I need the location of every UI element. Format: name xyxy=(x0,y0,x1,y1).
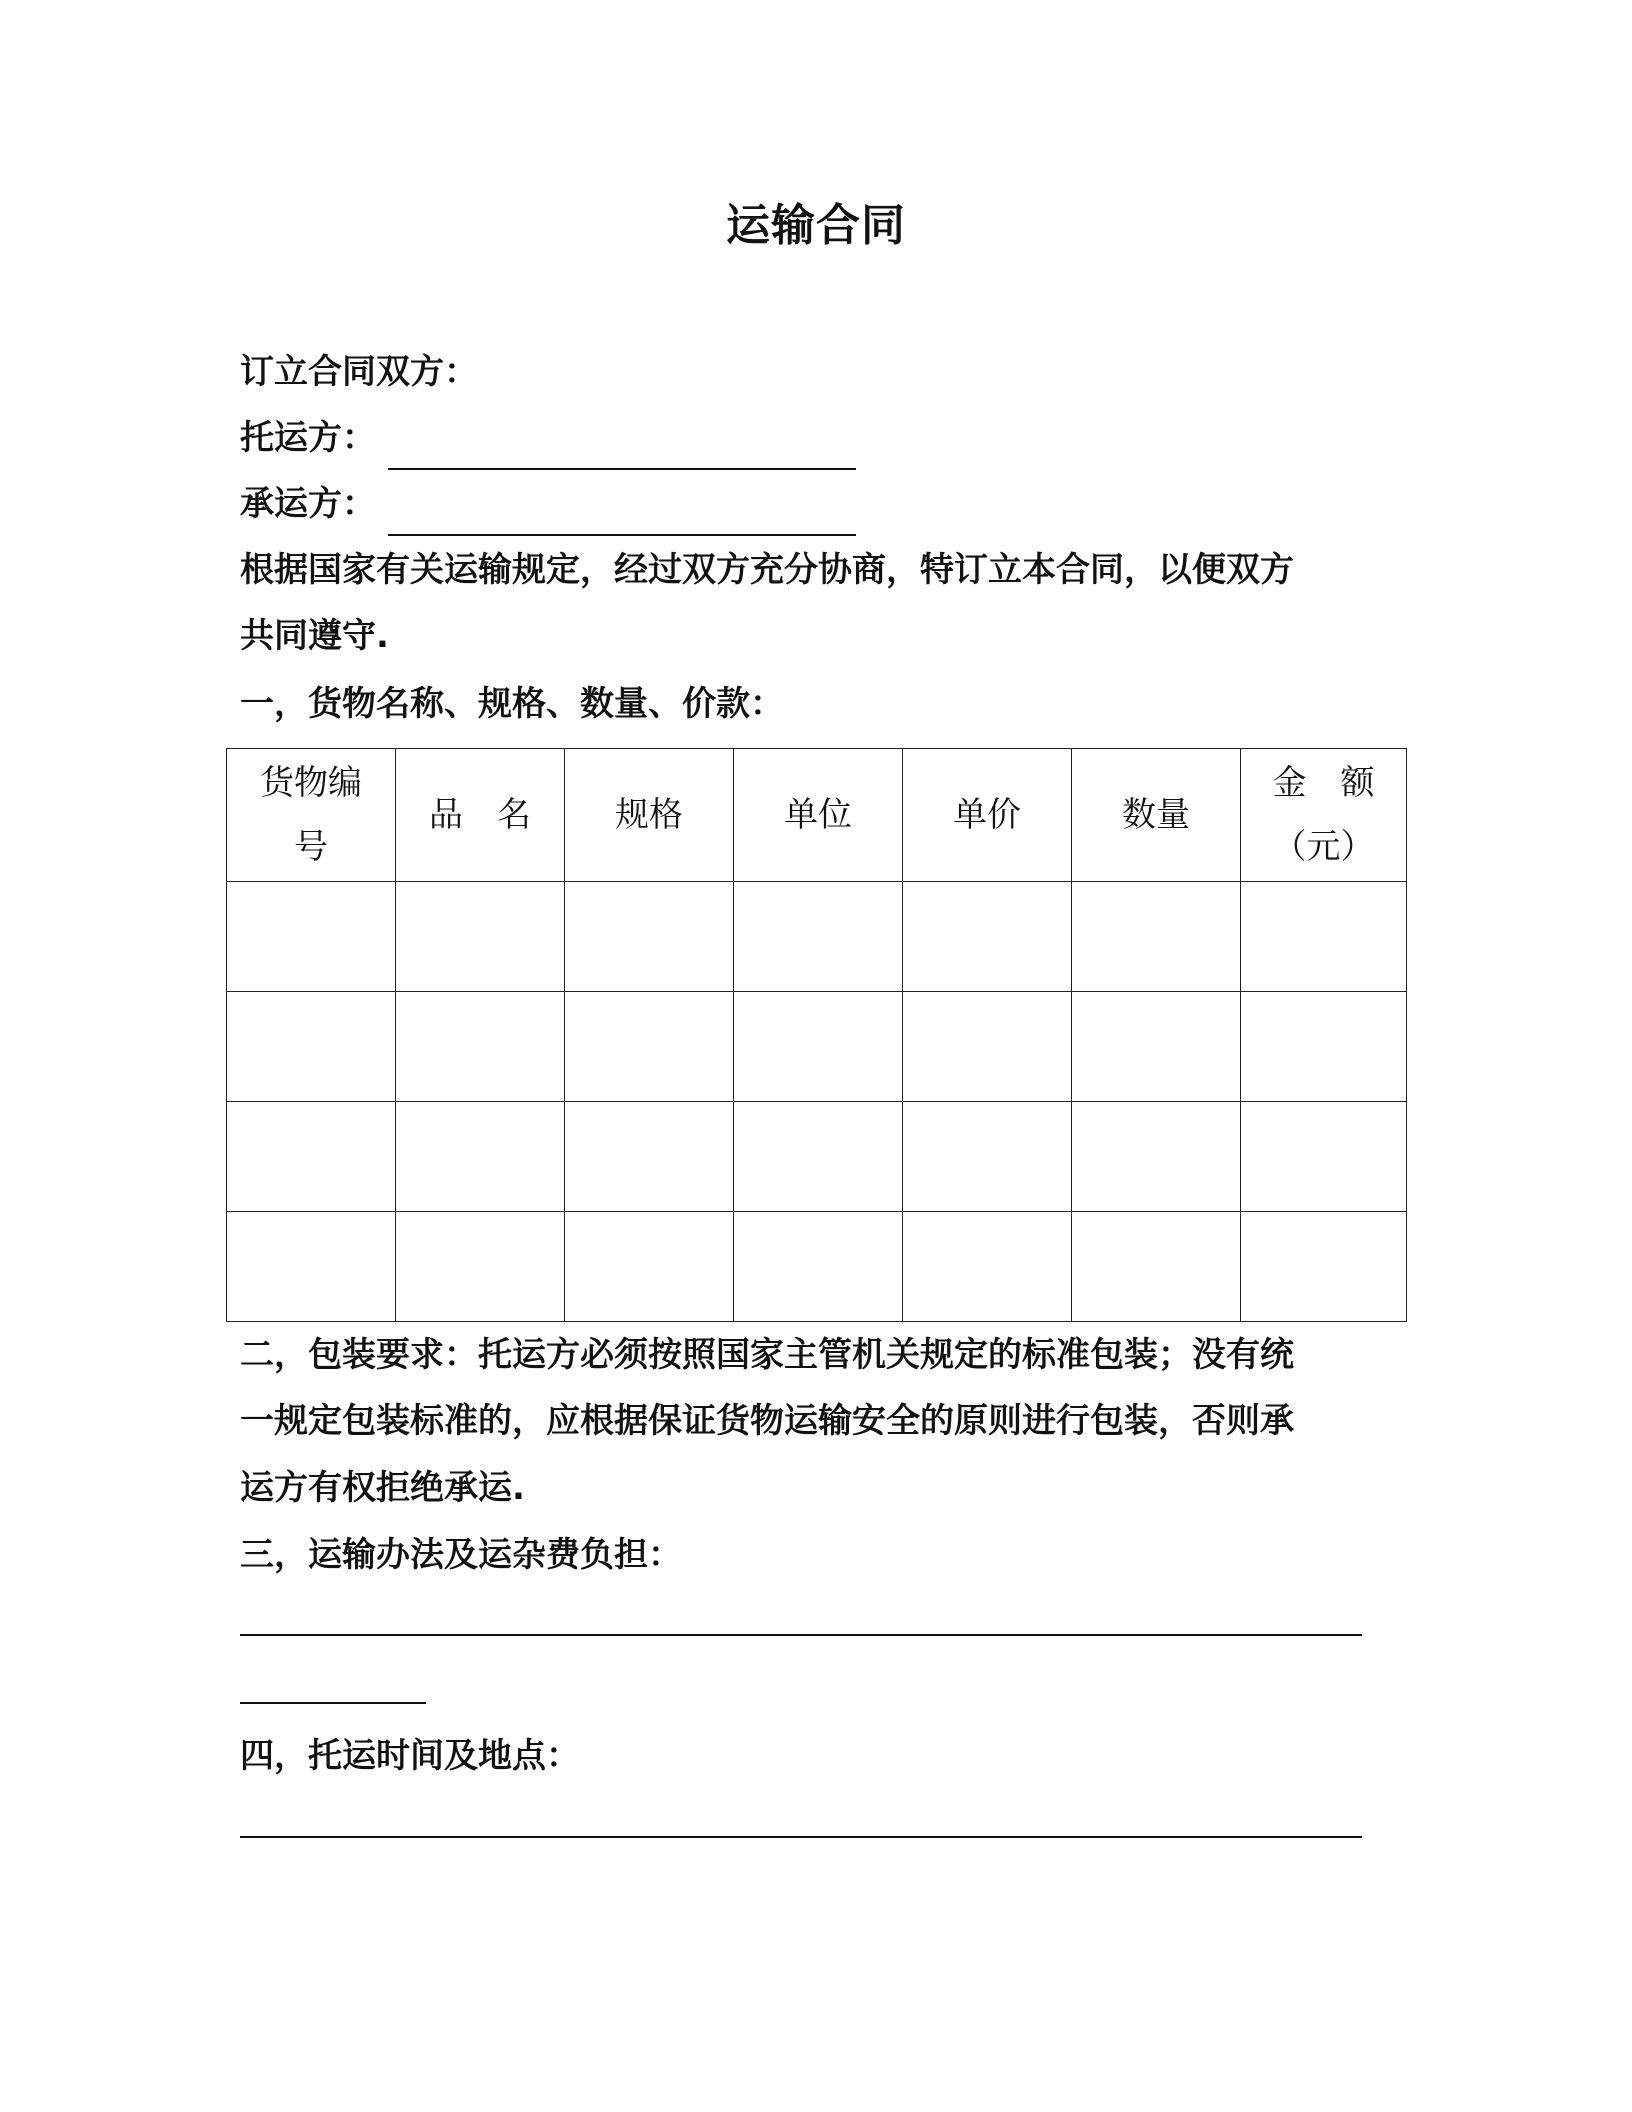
parties-heading: 订立合同双方： xyxy=(240,352,478,392)
table-cell[interactable] xyxy=(1241,992,1407,1102)
table-cell[interactable] xyxy=(227,882,396,992)
section-4-blank-line xyxy=(240,1836,1362,1838)
table-cell[interactable] xyxy=(1072,992,1241,1102)
table-cell[interactable] xyxy=(565,882,734,992)
table-cell[interactable] xyxy=(1072,1102,1241,1212)
table-row xyxy=(227,1102,1407,1212)
preamble-line-1: 根据国家有关运输规定，经过双方充分协商，特订立本合同，以便双方 xyxy=(240,550,1294,590)
table-cell[interactable] xyxy=(396,1102,565,1212)
section-2-line-1: 二，包装要求：托运方必须按照国家主管机关规定的标准包装；没有统 xyxy=(240,1335,1294,1375)
table-cell[interactable] xyxy=(1072,882,1241,992)
carrier-label: 承运方： xyxy=(240,484,376,524)
table-cell[interactable] xyxy=(734,1102,903,1212)
section-3-heading: 三，运输办法及运杂费负担： xyxy=(240,1535,682,1575)
table-cell[interactable] xyxy=(396,882,565,992)
table-cell[interactable] xyxy=(396,992,565,1102)
table-cell[interactable] xyxy=(903,1212,1072,1322)
table-cell[interactable] xyxy=(903,992,1072,1102)
table-cell[interactable] xyxy=(227,1102,396,1212)
table-cell[interactable] xyxy=(903,1102,1072,1212)
table-row xyxy=(227,882,1407,992)
table-cell[interactable] xyxy=(1241,882,1407,992)
table-cell[interactable] xyxy=(227,1212,396,1322)
header-amount: 金 额 （元） xyxy=(1241,749,1407,882)
document-title: 运输合同 xyxy=(726,200,906,251)
header-product-name: 品 名 xyxy=(396,749,565,882)
table-cell[interactable] xyxy=(734,1212,903,1322)
table-cell[interactable] xyxy=(227,992,396,1102)
table-cell[interactable] xyxy=(565,1102,734,1212)
table-row xyxy=(227,1212,1407,1322)
goods-table xyxy=(226,748,1407,1322)
header-unit-price: 单价 xyxy=(903,749,1072,882)
table-cell[interactable] xyxy=(734,992,903,1102)
table-cell[interactable] xyxy=(734,882,903,992)
table-cell[interactable] xyxy=(1241,1212,1407,1322)
header-specification: 规格 xyxy=(565,749,734,882)
table-cell[interactable] xyxy=(565,992,734,1102)
table-cell[interactable] xyxy=(565,1212,734,1322)
table-row xyxy=(227,992,1407,1102)
header-quantity: 数量 xyxy=(1072,749,1241,882)
shipper-line xyxy=(240,416,856,460)
section-4-heading: 四，托运时间及地点： xyxy=(240,1736,580,1776)
carrier-blank xyxy=(388,494,856,536)
section-3-blank-line-2 xyxy=(240,1702,426,1704)
goods-table-header-row xyxy=(227,749,1407,882)
goods-table-body xyxy=(227,882,1407,1322)
table-cell[interactable] xyxy=(903,882,1072,992)
table-cell[interactable] xyxy=(396,1212,565,1322)
carrier-line xyxy=(240,482,856,526)
shipper-blank xyxy=(388,428,856,470)
table-cell[interactable] xyxy=(1072,1212,1241,1322)
header-goods-number: 货物编 号 xyxy=(227,749,396,882)
section-3-blank-line-1 xyxy=(240,1634,1362,1636)
section-2-line-3: 运方有权拒绝承运. xyxy=(240,1468,525,1508)
section-2-line-2: 一规定包装标准的，应根据保证货物运输安全的原则进行包装，否则承 xyxy=(240,1401,1294,1441)
shipper-label: 托运方： xyxy=(240,418,376,458)
section-1-heading: 一，货物名称、规格、数量、价款： xyxy=(240,684,784,724)
table-cell[interactable] xyxy=(1241,1102,1407,1212)
header-unit: 单位 xyxy=(734,749,903,882)
preamble-line-2: 共同遵守. xyxy=(240,616,389,656)
